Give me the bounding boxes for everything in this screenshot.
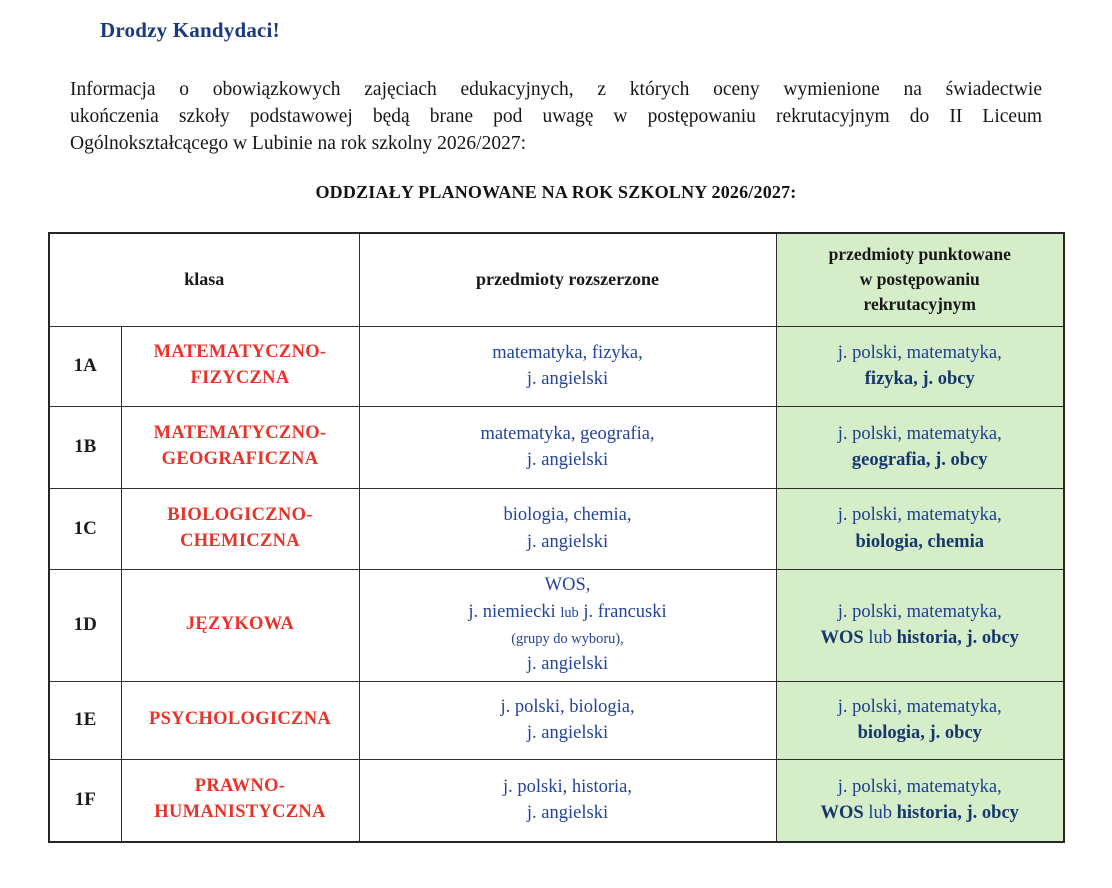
class-profile-cell: PSYCHOLOGICZNA (121, 681, 359, 759)
header-cell-punktowane (776, 233, 1064, 326)
table-header-row (49, 233, 1064, 326)
table-row-1E (49, 681, 1064, 759)
header-punktowane-line-3: rekrutacyjnym (863, 294, 976, 315)
class-code-cell: 1A (49, 326, 121, 406)
scored-subjects-cell: j. polski, matematyka, WOS lub historia, j. obcy (776, 569, 1064, 681)
scored-subjects-cell: j. polski, matematyka, biologia, j. obcy (776, 681, 1064, 759)
scored-subjects-cell: j. polski, matematyka, fizyka, j. obcy (776, 326, 1064, 406)
header-cell-klasa: klasa (49, 233, 359, 326)
table-title: ODDZIAŁY PLANOWANE NA ROK SZKOLNY 2026/2027: (315, 182, 797, 202)
table-row-1B (49, 406, 1064, 488)
extended-subjects-cell: matematyka, geografia, j. angielski (359, 406, 776, 488)
extended-subjects-cell: j. polski, historia, j. angielski (359, 759, 776, 842)
extended-subjects-cell: j. polski, biologia, j. angielski (359, 681, 776, 759)
class-code-cell: 1B (49, 406, 121, 488)
table-row-1C (49, 488, 1064, 569)
table-row-1A (49, 326, 1064, 406)
extended-subjects-cell: WOS, j. niemiecki lub j. francuski (grupy do wyboru), j. angielski (359, 569, 776, 681)
class-code-cell: 1E (49, 681, 121, 759)
header-punktowane-line-1: przedmioty punktowane (828, 243, 1011, 264)
class-profile-cell: BIOLOGICZNO- CHEMICZNA (121, 488, 359, 569)
intro-paragraph (70, 76, 1042, 157)
extended-subjects-cell: matematyka, fizyka, j. angielski (359, 326, 776, 406)
class-profile-cell: MATEMATYCZNO- FIZYCZNA (121, 326, 359, 406)
scored-subjects-cell: j. polski, matematyka, biologia, chemia (776, 488, 1064, 569)
scored-subjects-cell: j. polski, matematyka, WOS lub historia, j. obcy (776, 759, 1064, 842)
extended-subjects-cell: biologia, chemia, j. angielski (359, 488, 776, 569)
class-profile-cell: JĘZYKOWA (121, 569, 359, 681)
class-code-cell: 1D (49, 569, 121, 681)
planned-classes-table (48, 232, 1065, 843)
class-profile-cell: PRAWNO- HUMANISTYCZNA (121, 759, 359, 842)
class-code-cell: 1C (49, 488, 121, 569)
class-profile-cell: MATEMATYCZNO- GEOGRAFICZNA (121, 406, 359, 488)
intro-line-2: ukończenia szkoły podstawowej będą brane pod uwagę w postępowaniu rekrutacyjnym do II Liceum (70, 106, 1042, 127)
header-cell-rozszerzone: przedmioty rozszerzone (359, 233, 776, 326)
intro-line-1: Informacja o obowiązkowych zajęciach edukacyjnych, z których oceny wymienione na świadectwie (70, 79, 1042, 100)
greeting-heading: Drodzy Kandydaci! (100, 18, 280, 42)
table-row-1D (49, 569, 1064, 681)
intro-line-3: Ogólnokształcącego w Lubinie na rok szkolny 2026/2027: (70, 133, 526, 154)
scored-subjects-cell: j. polski, matematyka, geografia, j. obcy (776, 406, 1064, 488)
class-code-cell: 1F (49, 759, 121, 842)
header-punktowane-line-2: w postępowaniu (859, 269, 980, 290)
table-row-1F (49, 759, 1064, 842)
